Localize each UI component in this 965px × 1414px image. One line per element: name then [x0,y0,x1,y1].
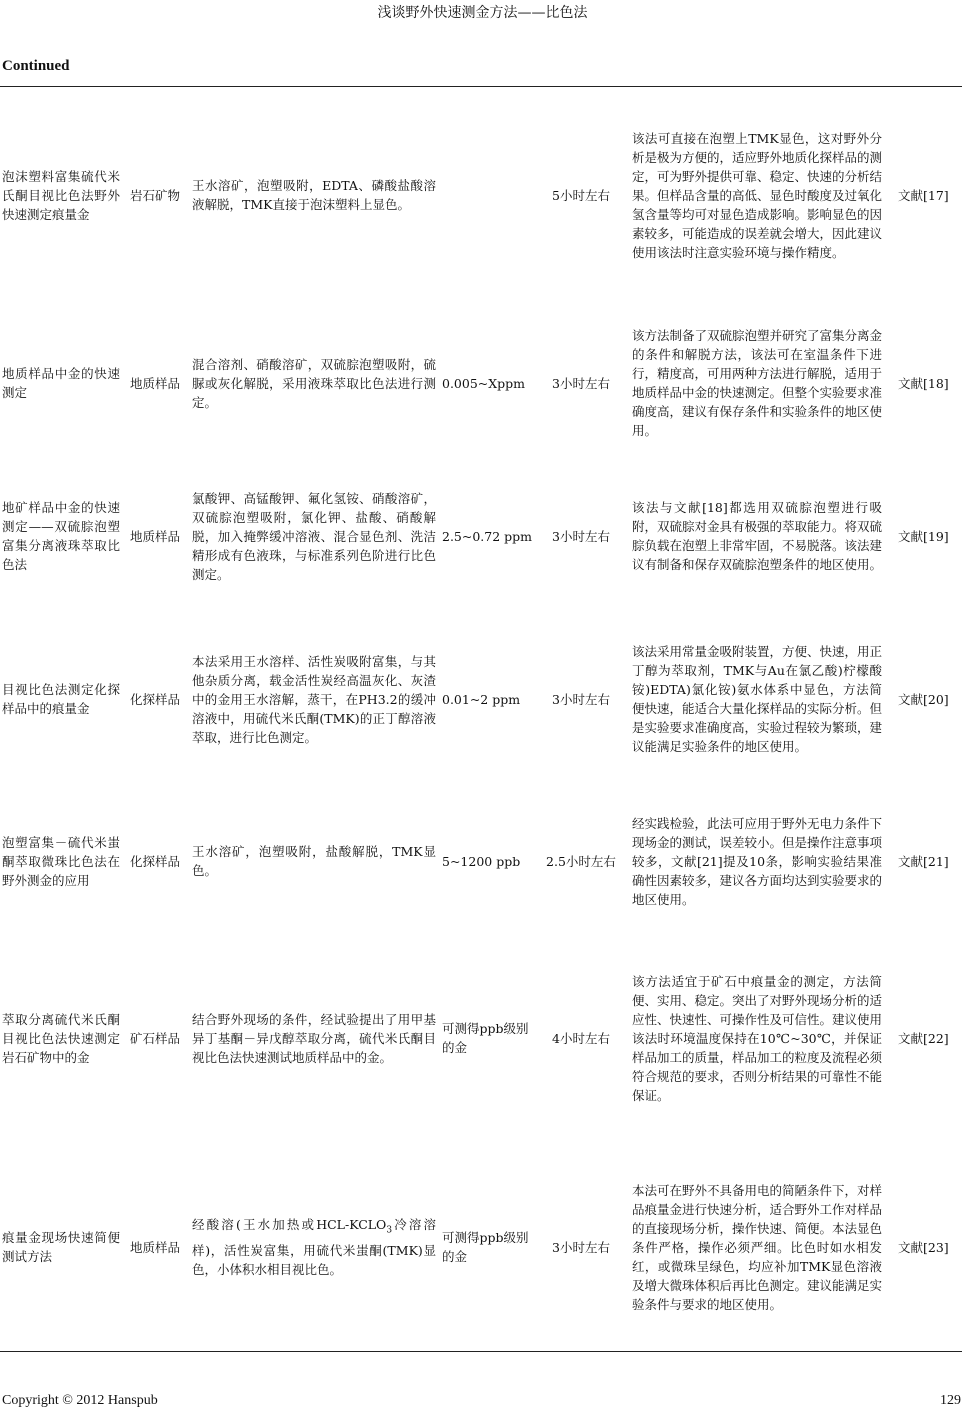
table-row [0,622,962,776]
method-description-cell: 结合野外现场的条件，经试验提出了用甲基异丁基酮－异戊醇萃取分离，硫代米氏酮目视比色法快速测试地质样品中的金。 [192,1011,436,1065]
evaluation-cell: 该法采用常量金吸附装置，方便、快速，用正丁醇为萃取剂，TMK与Au在氯乙酸)柠檬酸铵)EDTA)氯化铵)氨水体系中显色，方法简便快速，能适合大量化探样品的实际分析。但是实验要求准确度高，实验过程较为繁琐，建议能满足实验条件的地区使用。 [632,644,883,754]
method-description-cell: 混合溶剂、硝酸溶矿，双硫腙泡塑吸附，硫脲或灰化解脱，采用液珠萃取比色法进行测定。 [192,356,436,410]
evaluation-cell: 该方法制备了双硫腙泡塑并研究了富集分离金的条件和解脱方法，该法可在室温条件下进行，精度高，可用两种方法进行解脱，适用于地质样品中金的快速测定。但整个实验要求准确度高，建议有保存条件和实验条件的地区使用。 [632,328,883,438]
sample-type-cell: 地质样品 [130,528,181,544]
method-title-cell: 地质样品中金的快速测定 [2,366,120,400]
sample-type-cell: 化探样品 [130,691,181,707]
reference-cell: 文献[21] [898,853,949,869]
evaluation-cell: 经实践检验，此法可应用于野外无电力条件下现场金的测试，误差较小。但是操作注意事项较多，文献[21]提及10条，影响实验结果准确性因素较多，建议各方面均达到实验要求的地区使用。 [632,815,883,907]
method-title-cell: 目视比色法测定化探样品中的痕量金 [2,682,120,716]
page-number: 129 [940,1393,961,1408]
table-row [0,313,962,453]
duration-cell: 5小时左右 [552,187,610,203]
method-title-cell: 地矿样品中金的快速测定——双硫腙泡塑富集分离液珠萃取比色法 [2,500,120,572]
method-description-cell: 王水溶矿，泡塑吸附，盐酸解脱，TMK显色。 [192,844,436,878]
method-description-cell: 本法采用王水溶样、活性炭吸附富集，与其他杂质分离，载金活性炭经高温灰化、灰渣中的金用王水溶解，蒸干，在PH3.2的缓冲溶液中，用硫代米氏酮(TMK)的正丁醇溶液萃取，进行比色测定。 [192,653,436,745]
detection-range-cell: 2.5~0.72 ppm [442,528,533,544]
reference-cell: 文献[19] [898,528,949,544]
copyright-notice: Copyright © 2012 Hanspub [2,1393,158,1408]
table-row [0,477,962,595]
sample-type-cell: 矿石样品 [130,1030,181,1046]
duration-cell: 3小时左右 [552,691,610,707]
method-description-cell: 王水溶矿，泡塑吸附，EDTA、磷酸盐酸溶液解脱，TMK直接于泡沫塑料上显色。 [192,178,436,212]
evaluation-cell: 本法可在野外不具备用电的简陋条件下，对样品痕量金进行快速分析，适合野外工作对样品的直接现场分析，操作快速、简便。本法显色条件严格，操作必须严细。比色时如水相发红，或微珠呈绿色，均应补加TMK显色溶液及增大微珠体积后再比色测定。建议能满足实验条件与要求的地区使用。 [632,1182,883,1312]
sample-type-cell: 地质样品 [130,375,181,391]
method-title-cell: 泡沫塑料富集硫代米氏酮目视比色法野外快速测定痕量金 [2,168,120,222]
duration-cell: 2.5小时左右 [546,853,616,869]
detection-range-cell: 可测得ppb级别的金 [442,1021,529,1055]
method-description-cell: 氯酸钾、高锰酸钾、氟化氢铵、硝酸溶矿，双硫腙泡塑吸附，氯化钾、盐酸、硝酸解脱，加入掩弊缓冲溶液、混合显色剂、洗洁精形成有色液珠，与标准系列色阶进行比色测定。 [192,490,436,582]
evaluation-cell: 该法与文献[18]都选用双硫腙泡塑进行吸附，双硫腙对金具有极强的萃取能力。将双硫腙负载在泡塑上非常牢固，不易脱落。该法建议有制备和保存双硫腙泡塑条件的地区使用。 [632,500,883,572]
detection-range-cell [442,95,536,295]
sample-type-cell: 地质样品 [130,1239,181,1255]
table-row [0,950,962,1126]
sample-type-cell: 岩石矿物 [130,187,181,203]
sample-type-cell: 化探样品 [130,853,181,869]
method-title-cell: 萃取分离硫代米氏酮目视比色法快速测定岩石矿物中的金 [2,1011,120,1065]
continued-label: Continued [2,58,70,74]
table-row [0,1159,962,1335]
duration-cell: 3小时左右 [552,375,610,391]
evaluation-cell: 该方法适宜于矿石中痕量金的测定，方法简便、实用、稳定。突出了对野外现场分析的适应性、快速性、可操作性及可信性。建议使用该法时环境温度保持在10℃~30℃，并保证样品加工的质量，样品加工的粒度及流程必须符合规范的要求，否则分析结果的可靠性不能保证。 [632,973,883,1103]
reference-cell: 文献[23] [898,1239,949,1255]
duration-cell: 4小时左右 [552,1030,610,1046]
duration-cell: 3小时左右 [552,528,610,544]
table-row [0,95,962,295]
reference-cell: 文献[20] [898,691,949,707]
detection-range-cell: 5~1200 ppb [442,853,521,869]
method-description-cell: 经酸溶(王水加热或HCL-$KCLO_3$冷溶溶样)，活性炭富集，用硫代米蚩酮(TMK)显色，小体积水相目视比色。 [192,1217,436,1277]
evaluation-cell: 该法可直接在泡塑上TMK显色，这对野外分析是极为方便的，适应野外地质化探样品的测定，可为野外提供可靠、稳定、快速的分析结果。但样品含量的高低、显色时酸度及过氧化氢含量等均可对显色造成影响。影响显色的因素较多，可能造成的误差就会增大，因此建议使用该法时注意实验环境与操作精度。 [632,130,883,260]
detection-range-cell: 可测得ppb级别的金 [442,1230,529,1264]
reference-cell: 文献[22] [898,1030,949,1046]
detection-range-cell: 0.005~Xppm [442,375,526,391]
detection-range-cell: 0.01~2 ppm [442,691,521,707]
table-row [0,803,962,919]
reference-cell: 文献[18] [898,375,949,391]
table-bottom-rule [0,1351,962,1352]
methods-table [0,87,962,1351]
method-title-cell: 痕量金现场快速简便测试方法 [2,1230,120,1264]
reference-cell: 文献[17] [898,187,949,203]
page-title: 浅谈野外快速测金方法——比色法 [377,5,588,21]
method-title-cell: 泡塑富集－硫代米蚩酮萃取微珠比色法在野外测金的应用 [2,834,120,888]
duration-cell: 3小时左右 [552,1239,610,1255]
